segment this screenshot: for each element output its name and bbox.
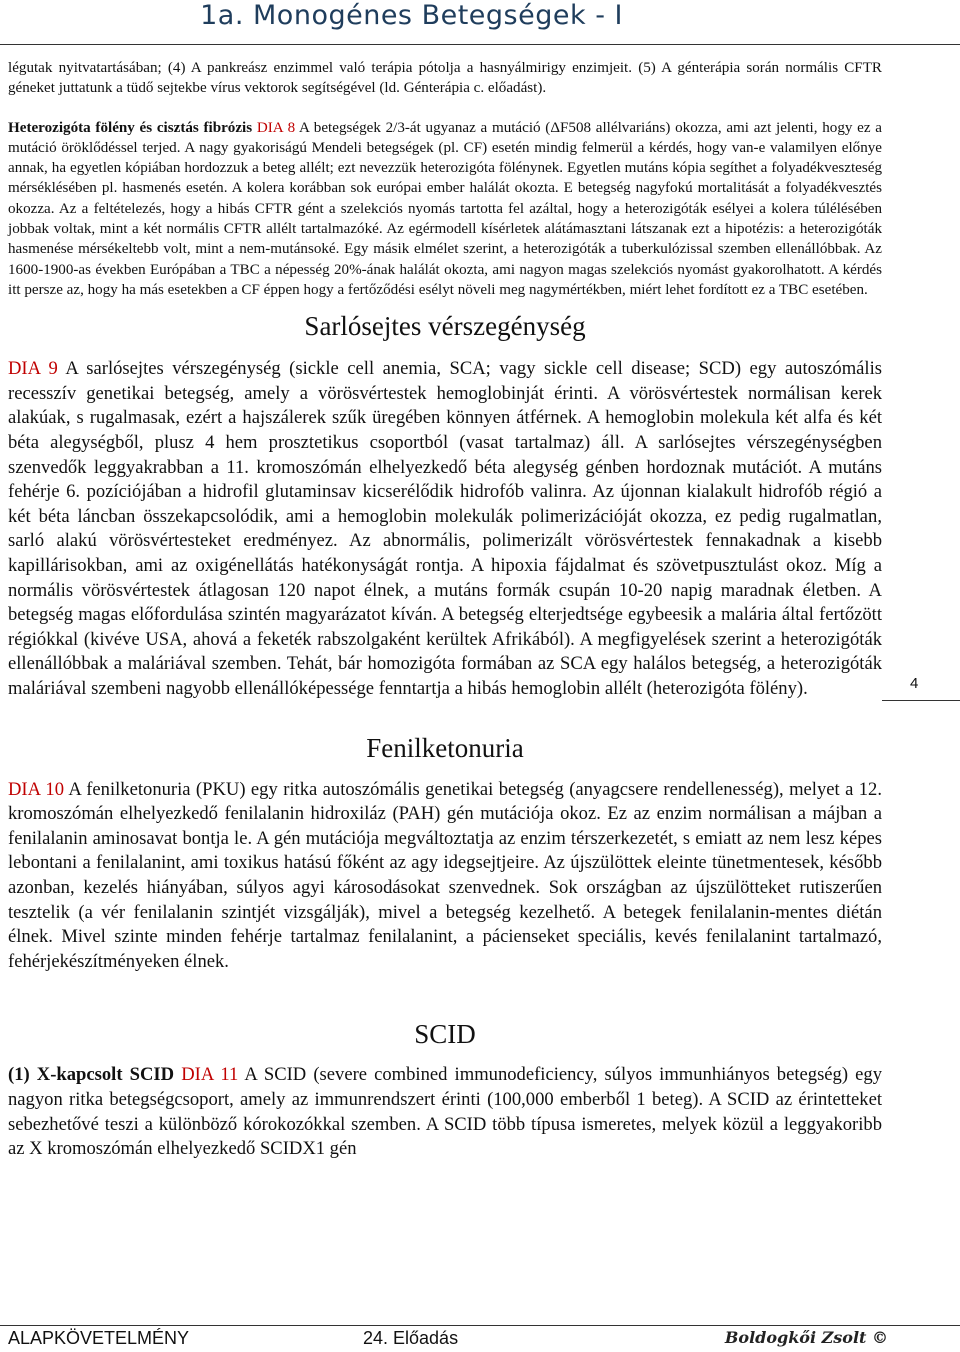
- paragraph-sickle-cell: [8, 357, 882, 701]
- paragraph-body: A fenilketonuria (PKU) egy ritka autoszómális genetikai betegség (anyagcsere rendellenesség), melyet a 12. kromoszómán elhelyezkedő fenilalanin hidroxiláz (PAH) gén mutációja okoz. Ez az enzim normálisan a májban a fenilalanin aminosavat bontja le. A gén mutációja megváltoztatja az enzim térszerkezetét, s emiatt az nem lesz képes lebontani a fenilalanint, ami toxikus hatású főként az agy idegsejtjeire. Az újszülöttek eleinte tünetmentesek, később azonban, kezelés hiányában, súlyos agyi károsodásokat szenvednek. Sok országban az újszülötteket rutiszerűen tesztelik (a vér fenilalanin szintjét vizsgálják), mivel a betegség kezelhető. A betegek fenilalanin-mentes diétán élnek. Mivel szinte minden fehérje tartalmaz fenilalanint, a pácienseket speciális, kevés fenilalanint tartalmazó, fehérjekészítményeken élnek.: [8, 778, 882, 972]
- paragraph-cftr-therapy: légutak nyitvatartásában; (4) A pankreász enzimmel való terápia pótolja a hasnyálmirigy enzimjeit. (5) A génterápia során normális CFTR géneket juttatunk a tüdő sejtekbe vírus vektorok segítségével (ld. Génterápia c. előadást).: [8, 60, 882, 97]
- paragraph-lead: (1) X-kapcsolt SCID: [8, 1064, 175, 1086]
- dia-reference-9: DIA 9: [8, 358, 58, 380]
- paragraph-scid: [8, 1063, 882, 1161]
- section-title-scid: SCID: [414, 1019, 476, 1050]
- paragraph-body: A SCID (severe combined immunodeficiency, súlyos immunhiányos betegség) egy nagyon ritka betegségcsoport, amely az immunrendszert érinti (100,000 emberből 1 beteg). A SCID az érintetteket sebezhetővé teszi a különböző kórokozókkal szemben. A SCID több típusa ismeretes, melyek közül a leggyakoribb az X kromoszómán elhelyezkedő SCIDX1 gén: [8, 1064, 883, 1160]
- paragraph-heterozygote-advantage: [8, 118, 882, 301]
- header-divider: [0, 44, 960, 45]
- paragraph-body: A sarlósejtes vérszegénység (sickle cell anemia, SCA; vagy sickle cell disease; SCD) egy autoszómális recesszív genetikai betegség, amely a vörösvértestek hemoglobinját érinti. A vörösvértestek normálisan kerek alakúak, s rugalmasak, ezért a hajszálerek szűk üregében könnyen átférnek. A hemoglobin molekula két alfa és két béta alegységből, plusz 4 hem prosztetikus csoportból (vasat tartalmaz) áll. A sarlósejtes vérszegénységben szenvedők leggyakrabban a 11. kromoszómán elhelyezkedő béta alegység génben hordoznak mutációt. A mutáns fehérje 6. pozíciójában a hidrofil glutaminsav kicserélődik hidrofób valinra. Az újonnan kialakult hidrofób régió a két béta láncban összekapcsolódik, ami a hemoglobin molekulák polimerizációját okozza, ez pedig rugalmatlan, sarló alakú vörösvértesteket eredményez. Az abnormális, polimerizált vörösvértestek fennakadnak a kisebb kapillárisokban, ami az oxigénellátás hatékonyságát rontja. A hipoxia fájdalmat és szövetpusztulást okoz. Míg a normális vörösvértestek átlagosan 120 napot élnek, a mutáns formák csupán 10-20 napig maradnak életben. A betegség magas előfordulása szintén magyarázatot kíván. A betegség elterjedtsége egybeesik a malária által fertőzött régiókkal (kivéve USA, ahová a feketék rabszolgaként kerültek Afrikából). A megfigyelések szerint a heterozigóták ellenállóbbak a maláriával szemben. Tehát, bár homozigóta formában az SCA egy halálos betegség, a heterozigóták maláriával szembeni nagyobb ellenállóképessége fenntartja a hibás hemoglobin allélt (heterozigóta fölény).: [8, 358, 882, 699]
- footer-left-text: ALAPKÖVETELMÉNY: [8, 1328, 190, 1348]
- paragraph-lead: Heterozigóta fölény és cisztás fibrózis: [8, 119, 253, 136]
- dia-reference-8: DIA 8: [256, 119, 296, 136]
- footer-divider: [0, 1325, 960, 1326]
- dia-reference-11: DIA 11: [181, 1064, 239, 1086]
- paragraph-pku: [8, 778, 882, 975]
- paragraph-body: A betegségek 2/3-át ugyanaz a mutáció (ΔF508 allélvariáns) okozza, ami azt jelenti, hogy ez a mutáció öröklődéssel terjed. A nagy gyakoriságú Mendeli betegségek (pl. CF) esetén mindig felmerül a kérdés, hogy van-e valamilyen előnye annak, ha egyetlen kópiában hordozzuk a beteg allélt; ezt nevezzük heterozigóta fölénynek. Egyetlen mutáns kópia segíthet a folyadékveszteség mérséklésében pl. hasmenés esetén. A kolera korábban sok európai ember halálát okozta. E betegség nagyfokú mortalitását a folyadékvesztés okozza. Az a feltételezés, hogy a hibás CFTR gént a szelekciós nyomás tartotta fel azáltal, hogy a heterozigóták esélyei a kolera túlélésében jobbak voltak, mint a két normális CFTR allélt tartalmazóké. Az egérmodell kísérletek alátámasztani látszanak ezt a hipotézis: a heterozigóták hasmenése mérsékeltebb volt, mint a nem-mutánsoké. Egy másik elmélet szerint, a heterozigóták a tuberkulózissal szemben ellenállóbbak. Az 1600-1900-as években Európában a TBC a népesség 20%-ának halálát okozta, ami nagyon magas szelekciós nyomást gyakorolhatott. A kérdés itt persze az, hogy ha más esetekben a CF éppen hogy a fertőződési esélyt növeli meg nagymértékben, miért lehet fordított ez a TBC esetében.: [8, 119, 882, 298]
- footer-author: Boldogkői Zsolt ©: [724, 1328, 888, 1347]
- dia-reference-10: DIA 10: [8, 778, 65, 800]
- page-number-divider: [882, 700, 960, 701]
- footer-lecture-number: 24. Előadás: [363, 1328, 459, 1348]
- section-title-sickle-cell: Sarlósejtes vérszegénység: [304, 311, 586, 342]
- page-header-title: 1a. Monogénes Betegségek - I: [200, 0, 623, 31]
- page-number: 4: [910, 675, 919, 692]
- section-title-pku: Fenilketonuria: [366, 732, 524, 763]
- page-content: [8, 58, 882, 1162]
